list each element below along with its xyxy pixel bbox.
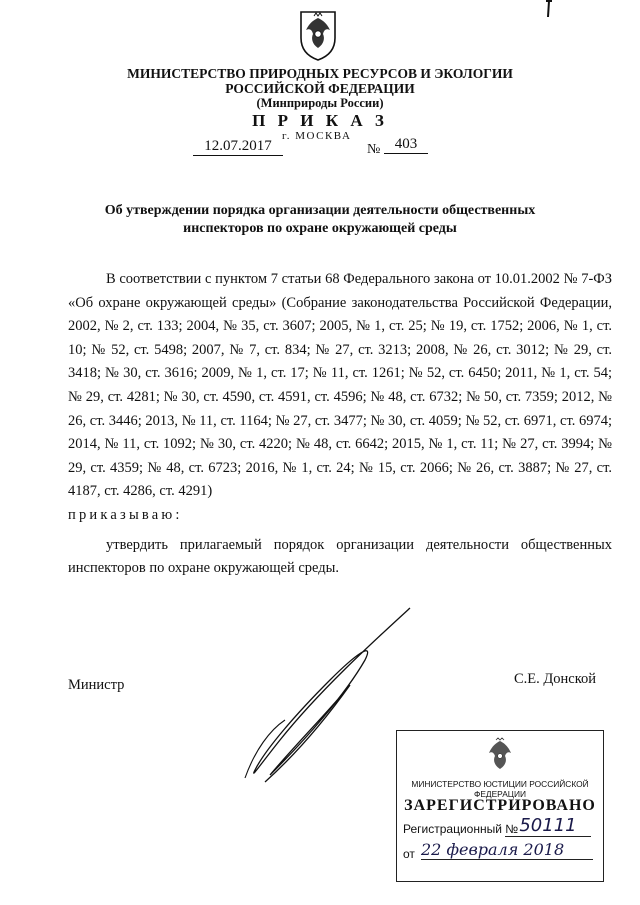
order-number: 403 [384,136,428,154]
signatory-position: Министр [68,677,125,693]
stamp-title: ЗАРЕГИСТРИРОВАНО [404,797,596,814]
coat-of-arms-icon [298,8,338,62]
registration-stamp [396,730,604,882]
signatory-name: С.Е. Донской [514,671,597,687]
ministry-name-line2: РОССИЙСКОЙ ФЕДЕРАЦИИ [225,81,415,96]
stamp-reg-number: 50111 [505,815,591,837]
preamble-paragraph: В соответствии с пунктом 7 статьи 68 Федерального закона от 10.01.2002 № 7-ФЗ «Об охране окружающей среды» (Собрание законодательства Российской Федерации, 2002, № 2, ст. 133; 2004, № 35, ст. 3607; 2005, № 1, ст. 25; № 19, ст. 1752; 2006, № 1, ст. 10; № 52, ст. 5498; 2007, № 7, ст. 834; № 27, ст. 3213; 2008, № 26, ст. 3012; № 29, ст. 3418; № 30, ст. 3616; 2009, № 1, ст. 17; № 11, ст. 1261; № 52, ст. 6450; 2011, № 1, ст. 54; № 29, ст. 4281; № 30, ст. 4590, ст. 4591, ст. 4596; № 48, ст. 6732; № 50, ст. 7359; 2012, № 26, ст. 3446; 2013, № 11, ст. 1164; № 27, ст. 3477; № 30, ст. 4059; № 52, ст. 6971, ст. 6974; 2014, № 11, ст. 1092; № 30, ст. 4220; № 48, ст. 6642; 2015, № 1, ст. 11; № 27, ст. 3994; № 29, ст. 4359; № 48, ст. 6723; 2016, № 1, ст. 24; № 15, ст. 2066; № 26, ст. 3887; № 27, ст. 4187, ст. 4286, ст. 4291) [68,271,612,500]
stamp-reg-label: Регистрационный № [403,822,519,836]
document-title [60,202,580,238]
order-word: приказываю: [68,506,183,523]
ministry-name-line1: МИНИСТЕРСТВО ПРИРОДНЫХ РЕСУРСОВ И ЭКОЛОГИИ [127,66,513,81]
handwritten-mark [542,0,554,18]
stamp-date-prefix: от [403,847,415,861]
stamp-organization: МИНИСТЕРСТВО ЮСТИЦИИ РОССИЙСКОЙ ФЕДЕРАЦИИ [411,779,589,799]
title-line2: инспекторов по охране окружающей среды [183,221,457,236]
order-date: 12.07.2017 [193,138,283,156]
ministry-header [0,66,640,111]
title-line1: Об утверждении порядка организации деятельности общественных [104,203,536,218]
directive-paragraph: утвердить прилагаемый порядок организации деятельности общественных инспекторов по охране окружающей среды. [68,536,612,577]
document-type: П Р И К А З [252,111,388,130]
ministry-short-name: (Минприроды России) [256,96,384,110]
document-body [68,268,612,581]
number-sign: № [367,142,381,157]
stamp-date: 22 февраля 2018 [421,840,593,860]
city: г. МОСКВА [282,130,352,142]
coat-of-arms-icon [485,737,515,775]
